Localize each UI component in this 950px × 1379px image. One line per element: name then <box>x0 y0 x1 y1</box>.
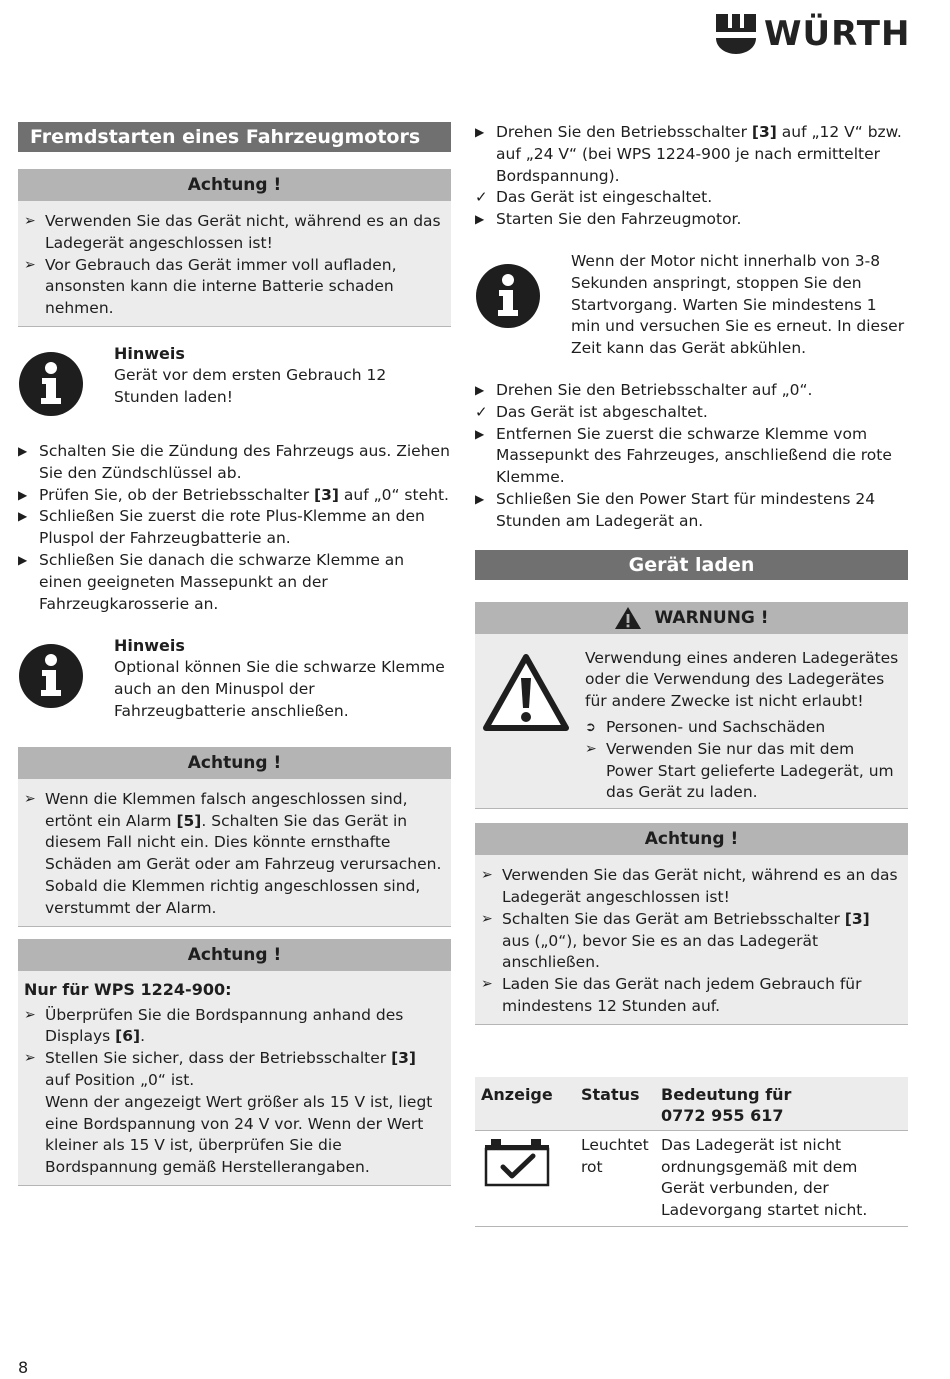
result-item: ✓ Das Gerät ist eingeschaltet. <box>475 187 908 209</box>
step-item: ▶ Drehen Sie den Betriebsschalter auf „0“. <box>475 380 908 402</box>
list-item: ➢ Stellen Sie sicher, dass der Betriebsschalter [3] auf Position „0“ ist. Wenn der angezeigt Wert größer als 15 V ist, liegt eine Bordspannung von 24 V vor. Wenn der Wert kleiner als 15 V ist, überprüfen Sie die Bordspannung gemäß Herstellerangaben. <box>24 1048 445 1179</box>
check-icon: ✓ <box>475 188 488 207</box>
list-item: ➢ Vor Gebrauch das Gerät immer voll aufladen, ansonsten kann die interne Batterie schaden nehmen. <box>24 255 445 320</box>
column-header: Anzeige <box>475 1077 575 1131</box>
triangle-bullet-icon: ▶ <box>475 491 485 506</box>
note-title: Hinweis <box>114 343 185 363</box>
page-number: 8 <box>18 1358 29 1377</box>
column-header: Bedeutung für 0772 955 617 <box>655 1077 908 1131</box>
info-icon <box>18 643 84 709</box>
action-item: ➢ Verwenden Sie nur das mit dem Power Start gelieferte Ladegerät, um das Gerät zu laden. <box>585 739 902 804</box>
chevron-icon: ➢ <box>24 213 36 229</box>
status-table <box>475 1077 908 1227</box>
step-list <box>18 441 451 615</box>
list-item: ➢ Verwenden Sie das Gerät nicht, während es an das Ladegerät angeschlossen ist! <box>481 865 902 909</box>
caution-heading: Achtung ! <box>18 747 451 779</box>
step-list-start <box>475 122 908 231</box>
warning-triangle-icon <box>614 606 642 630</box>
chevron-icon: ➢ <box>481 867 493 884</box>
note-1 <box>18 343 451 421</box>
section-title-jump-start: Fremdstarten eines Fahrzeugmotors <box>18 122 451 152</box>
list-item: ➢ Laden Sie das Gerät nach jedem Gebrauch für mindestens 12 Stunden auf. <box>481 974 902 1018</box>
info-icon <box>475 263 541 329</box>
arrow-right-icon: ➲ <box>585 719 596 735</box>
note-title: Hinweis <box>114 636 185 656</box>
list-item: ➢ Verwenden Sie das Gerät nicht, während es an das Ladegerät angeschlossen ist! <box>24 211 445 255</box>
triangle-bullet-icon: ▶ <box>18 443 28 458</box>
caution-box-4 <box>475 823 908 1025</box>
caution-heading: Achtung ! <box>18 169 451 201</box>
caution-heading: Achtung ! <box>475 823 908 855</box>
triangle-bullet-icon: ▶ <box>475 212 485 227</box>
step-item: ▶ Prüfen Sie, ob der Betriebsschalter [3] auf „0“ steht. <box>18 485 451 507</box>
step-item: ▶ Schließen Sie zuerst die rote Plus-Klemme an den Pluspol der Fahrzeugbatterie an. <box>18 506 451 550</box>
check-icon: ✓ <box>475 402 488 421</box>
chevron-icon: ➢ <box>24 790 36 807</box>
step-item: ▶ Drehen Sie den Betriebsschalter [3] auf „12 V“ bzw. auf „24 V“ (bei WPS 1224-900 je nach ermittelter Bordspannung). <box>475 122 908 187</box>
chevron-icon: ➢ <box>585 740 597 757</box>
triangle-bullet-icon: ▶ <box>18 509 28 524</box>
warning-heading: WARNUNG ! <box>475 602 908 634</box>
triangle-bullet-icon: ▶ <box>18 552 28 567</box>
chevron-icon: ➢ <box>24 1050 36 1067</box>
step-item: ▶ Entfernen Sie zuerst die schwarze Klemme vom Massepunkt des Fahrzeuges, anschließend die rote Klemme. <box>475 424 908 489</box>
note-text: Optional können Sie die schwarze Klemme auch an den Minuspol der Fahrzeugbatterie anschließen. <box>114 658 445 720</box>
status-cell: Leuchtet rot <box>575 1130 655 1226</box>
triangle-bullet-icon: ▶ <box>475 125 485 139</box>
note-text: Wenn der Motor nicht innerhalb von 3-8 Sekunden anspringt, stoppen Sie den Startvorgang. Warten Sie mindestens 1 min und versuchen Sie es erneut. In dieser Zeit kann das Gerät abkühlen. <box>571 251 905 358</box>
section-title-charge: Gerät laden <box>475 550 908 580</box>
list-item: ➢ Überprüfen Sie die Bordspannung anhand des Displays [6]. <box>24 1005 445 1049</box>
caution-box-2 <box>18 747 451 927</box>
list-item: ➢ Schalten Sie das Gerät am Betriebsschalter [3] aus („0“), bevor Sie es an das Ladegerät anschließen. <box>481 909 902 974</box>
caution-heading: Achtung ! <box>18 939 451 971</box>
step-item: ▶ Schließen Sie den Power Start für mindestens 24 Stunden am Ladegerät an. <box>475 489 908 533</box>
info-icon <box>18 351 84 417</box>
step-list-stop <box>475 380 908 533</box>
caution-box-1 <box>18 169 451 327</box>
table-header-row <box>475 1077 908 1131</box>
brand-name: WÜRTH <box>764 14 911 54</box>
meaning-cell: Das Ladegerät ist nicht ordnungsgemäß mit dem Gerät verbunden, der Ladevorgang startet nicht. <box>655 1130 908 1226</box>
caution-box-3 <box>18 939 451 1186</box>
consequence-item: ➲ Personen- und Sachschäden <box>585 717 902 739</box>
column-header: Status <box>575 1077 655 1131</box>
warning-text: Verwendung eines anderen Ladegerätes oder die Verwendung des Ladegerätes für andere Zwecke ist nicht erlaubt! <box>585 648 899 711</box>
triangle-bullet-icon: ▶ <box>475 426 485 441</box>
chevron-icon: ➢ <box>481 910 493 927</box>
battery-check-icon <box>481 1137 553 1189</box>
indicator-cell <box>475 1130 575 1226</box>
right-column <box>475 122 908 1227</box>
chevron-icon: ➢ <box>24 256 36 273</box>
chevron-icon: ➢ <box>481 976 493 993</box>
note-text: Gerät vor dem ersten Gebrauch 12 Stunden laden! <box>114 365 387 406</box>
triangle-bullet-icon: ▶ <box>18 487 28 502</box>
left-column <box>18 122 451 1186</box>
chevron-icon: ➢ <box>24 1006 36 1023</box>
wurth-emblem-icon <box>716 14 756 54</box>
step-item: ▶ Schalten Sie die Zündung des Fahrzeugs aus. Ziehen Sie den Zündschlüssel ab. <box>18 441 451 485</box>
model-subheading: Nur für WPS 1224-900: <box>24 979 232 999</box>
wurth-logo <box>716 14 910 54</box>
step-item: ▶ Schließen Sie danach die schwarze Klemme an einen geeigneten Massepunkt an der Fahrzeugkarosserie an. <box>18 550 451 615</box>
step-item: ▶ Starten Sie den Fahrzeugmotor. <box>475 209 908 231</box>
warning-box <box>475 602 908 810</box>
result-item: ✓ Das Gerät ist abgeschaltet. <box>475 402 908 424</box>
table-row <box>475 1130 908 1226</box>
note-2 <box>18 635 451 722</box>
note-3 <box>475 251 908 360</box>
list-item: ➢ Wenn die Klemmen falsch angeschlossen sind, ertönt ein Alarm [5]. Schalten Sie das Gerät in diesem Fall nicht ein. Dies könnte ernsthafte Schäden am Gerät oder am Fahrzeug verursachen. Sobald die Klemmen richtig angeschlossen sind, verstummt der Alarm. <box>24 789 445 920</box>
triangle-bullet-icon: ▶ <box>475 382 485 397</box>
warning-triangle-icon <box>483 654 569 732</box>
